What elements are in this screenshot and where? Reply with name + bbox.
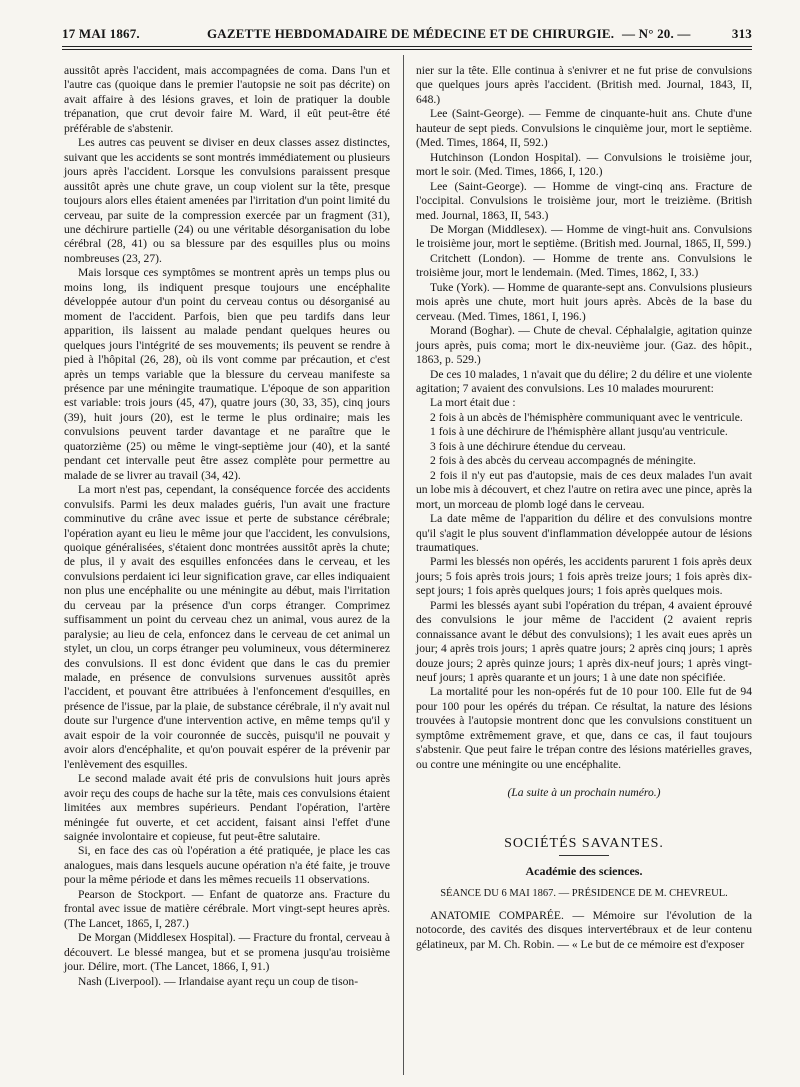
header-date: 17 MAI 1867. — [62, 26, 140, 41]
paragraph: Le second malade avait été pris de convulsions huit jours après avoir reçu des coups de hache sur la tête, mais ces convulsions étaient limitées aux membres supérieurs. Pendant l'opération, l'artère méningée fut ouverte, et cet accident, faisant ainsi l'effet d'une saignée involontaire et copieuse, fut peut-être salutaire. — [64, 772, 390, 844]
paragraph: La date même de l'apparition du délire et des convulsions montre qu'il s'agit le plus souvent d'inflammation développée autour de lésions traumatiques. — [416, 512, 752, 554]
section-separator — [559, 855, 609, 856]
left-column — [64, 64, 390, 989]
death-cause-item: 3 fois à une déchirure étendue du cerveau. — [430, 439, 626, 453]
paragraph: Parmi les blessés ayant subi l'opération du trépan, 4 avaient éprouvé des convulsions le jour même de l'accident (2 avaient repris connaissance avant le début des convulsions); 1 les avait eues après un jour; 4 après trois jours; 1 après quatre jours; 2 après cinq jours; 1 après douze jours; 2 après quinze jours; 1 après dix-neuf jours; 1 après vingt-neuf jours; 1 après quarante et un jours; 1 à une date non spécifiée. — [416, 598, 752, 685]
header-page-number: 313 — [731, 26, 752, 41]
header-rule-top — [62, 46, 752, 47]
paragraph: La mortalité pour les non-opérés fut de 10 pour 100. Elle fut de 94 pour 100 pour les opérés du trépan. Ce résultat, la nature des lésions trouvées à l'autopsie montrent donc que les convulsions constituent un symptôme extrêmement grave, et que, dans ce cas, il faut toujours s'abstenir. Que peut faire le trépan contre des lésions matérielles graves, ou contre une méningite ou une encéphalite. — [416, 685, 752, 771]
case-citation: Lee (Saint-George). — Femme de cinquante-huit ans. Chute d'une hauteur de sept pieds. Convulsions le cinquième jour, mort le septième. (Med. Times, 1864, II, 592.) — [416, 107, 752, 150]
case-citation: Nash (Liverpool). — Irlandaise ayant reçu un coup de tison- — [78, 974, 359, 988]
header-rule-bottom — [62, 49, 752, 50]
death-cause-item: 2 fois à des abcès du cerveau accompagnés de méningite. — [430, 454, 696, 468]
case-citation: Critchett (London). — Homme de trente ans. Convulsions le troisième jour, mort le lendemain. (Med. Times, 1862, I, 33.) — [416, 251, 752, 280]
paragraph: Parmi les blessés non opérés, les accidents parurent 1 fois après deux jours; 5 fois après trois jours; 1 fois après treize jours; 1 fois après dix-sept jours; 1 fois après quelques jours; 1 fois après quelques mois. — [416, 555, 752, 598]
paragraph: Les autres cas peuvent se diviser en deux classes assez distinctes, suivant que les accidents se sont montrés immédiatement ou plusieurs jours après l'accident. Lorsque les convulsions paraissent presque aussitôt après une chute grave, un coup violent sur la tête, presque toujours alors elles étaient amenées par l'irritation d'un point limité du cerveau, par suite de la compression exercée par un fragment (31), une déchirure partielle (24) ou une véritable désorganisation du lobe cérébral (28, 41) ou sa blessure par des esquilles plus ou moins nombreuses (23, 27). — [64, 136, 390, 265]
case-citation: Morand (Boghar). — Chute de cheval. Céphalalgie, agitation quinze jours après, puis coma; mort le dix-neuvième jour. (Gaz. des hôpit., 1863, p. 529.) — [416, 324, 752, 367]
right-column — [416, 64, 752, 952]
header-issue-number: — N° 20. — — [622, 26, 691, 41]
paragraph: Si, en face des cas où l'opération a été pratiquée, je place les cas analogues, mais dans lesquels aucune opération n'a été faite, je trouve pour la même période et dans les mêmes recueils 11 observations. — [64, 844, 390, 887]
section-title: SOCIÉTÉS SAVANTES. — [504, 835, 664, 851]
death-cause-item: 2 fois il n'y eut pas d'autopsie, mais de ces deux malades l'un avait un lobe mis à découvert, et chez l'autre on retira avec une pince, après la mort, un morceau de plomb logé dans le cerveau. — [416, 468, 752, 511]
death-cause-item: 1 fois à une déchirure de l'hémisphère allant jusqu'au ventricule. — [430, 425, 728, 439]
continuation-note: (La suite à un prochain numéro.) — [507, 786, 661, 800]
session-line: SÉANCE DU 6 MAI 1867. — PRÉSIDENCE DE M. CHEVREUL. — [440, 887, 728, 899]
case-citation: Pearson de Stockport. — Enfant de quatorze ans. Fracture du frontal avec issue de matière cérébrale. Mort vingt-sept heures après. (The Lancet, 1865, I, 287.) — [64, 887, 390, 930]
death-cause-item: 2 fois à un abcès de l'hémisphère communiquant avec le ventricule. — [430, 410, 743, 424]
paragraph: aussitôt après l'accident, mais accompagnées de coma. Dans l'un et l'autre cas (quoique dans le premier l'autopsie ne soit pas décrite) on avait affaire à des lésions graves, et loin de pratiquer la double trépanation, que crut devoir faire M. Ward, il eût peut-être été préférable de s'abstenir. — [64, 64, 390, 135]
case-citation: Hutchinson (London Hospital). — Convulsions le troisième jour, mort le soir. (Med. Times, 1866, I, 120.) — [416, 150, 752, 179]
paragraph: La mort n'est pas, cependant, la conséquence forcée des accidents convulsifs. Parmi les deux malades guéris, l'un avait une fracture comminutive du crâne avec issue et perte de substance cérébrale; l'opération ayant eu lieu le même jour que l'accident, les convulsions, quoique généralisées, s'étaient donc montrées aussitôt après la chute; de plus, il y avait des esquilles enfoncées dans le cerveau, et les convulsions perdaient ici leur signification grave, car elles indiquaient non plus une encéphalite ou une méningite au début, mais l'irritation du cerveau par la présence d'un corps étranger. Comprimez suffisamment un point du cerveau chez un animal, vous aurez de la paralysie; au lieu de cela, enfoncez dans le cerveau de cet animal un stylet, un clou, un corps étranger peu volumineux, vous déterminerez des convulsions. Il est donc évident que dans le cas du premier malade, en présence de convulsions survenues aussitôt après l'accident, et pouvant être attribuées à l'enfoncement d'esquilles, en présence de l'issue, par la plaie, de substance cérébrale, il n'y avait nul doute sur l'urgence d'une intervention active, en même temps qu'il y avait espoir de la voir couronnée de succès, puisqu'il ne pouvait y avoir alors d'encéphalite, et qu'on pouvait espérer de la prévenir par l'enlèvement des esquilles. — [64, 483, 390, 771]
paragraph: nier sur la tête. Elle continua à s'enivrer et ne fut prise de convulsions que quelques jours après l'accident. (British med. Journal, 1843, II, 648.) — [416, 64, 752, 106]
case-citation: Tuke (York). — Homme de quarante-sept ans. Convulsions plusieurs mois après une chute, mort huit jours après. Abcès de la base du cerveau. (Med. Times, 1861, I, 196.) — [416, 280, 752, 323]
case-citation: De Morgan (Middlesex Hospital). — Fracture du frontal, cerveau à découvert. Le blessé mangea, but et se promena jusqu'au troisième jour. Délire, mort. (The Lancet, 1866, I, 91.) — [64, 931, 390, 974]
header-title: GAZETTE HEBDOMADAIRE DE MÉDECINE ET DE CHIRURGIE. — [207, 26, 615, 41]
case-citation: De Morgan (Middlesex). — Homme de vingt-huit ans. Convulsions le troisième jour, mort le septième. (British med. Journal, 1865, II, 599.) — [416, 222, 752, 251]
paragraph: ANATOMIE COMPARÉE. — Mémoire sur l'évolution de la notocorde, des cavités des disques intervertébraux et de leur contenu gélatineux, par M. Ch. Robin. — « Le but de ce mémoire est d'exposer — [416, 909, 752, 951]
case-citation: Lee (Saint-George). — Homme de vingt-cinq ans. Fracture de l'occipital. Convulsions le troisième jour, mort le treizième. (British med. Journal, 1863, II, 543.) — [416, 179, 752, 222]
paragraph: De ces 10 malades, 1 n'avait que du délire; 2 du délire et une violente agitation; 7 avaient des convulsions. Les 10 malades moururent: — [416, 367, 752, 395]
paragraph: La mort était due : — [430, 396, 516, 410]
column-divider — [403, 55, 404, 1075]
paragraph: Mais lorsque ces symptômes se montrent après un temps plus ou moins long, ils indiquent presque toujours une encéphalite développée autour d'un point du cerveau contus ou désorganisé au moment de l'accident. Parfois, bien que peu tardifs dans leur apparition, ils laissent au malade pendant quelques heures ou quelques jours l'intégrité de ses mouvements; ils peuvent se rendre à pied à l'hôpital (26, 28), où ils vont comme par précaution, et c'est après un temps variable que la blessure du cerveau manifeste sa présence par une méningite traumatique. L'époque de son apparition est variable: trois jours (45, 47), quatre jours (30, 33, 35), cinq jours (39), huit jours (20), est le terme le plus ordinaire; mais les convulsions peuvent tarder davantage et ne paraître que le quatorzième (25) ou même le vingt-septième jour (40), et la santé pendant cet intervalle peut être assez complète pour permettre au malade de se livrer au travail (34, 42). — [64, 266, 390, 482]
subsection-title: Académie des sciences. — [525, 864, 643, 879]
page-header — [62, 26, 752, 44]
